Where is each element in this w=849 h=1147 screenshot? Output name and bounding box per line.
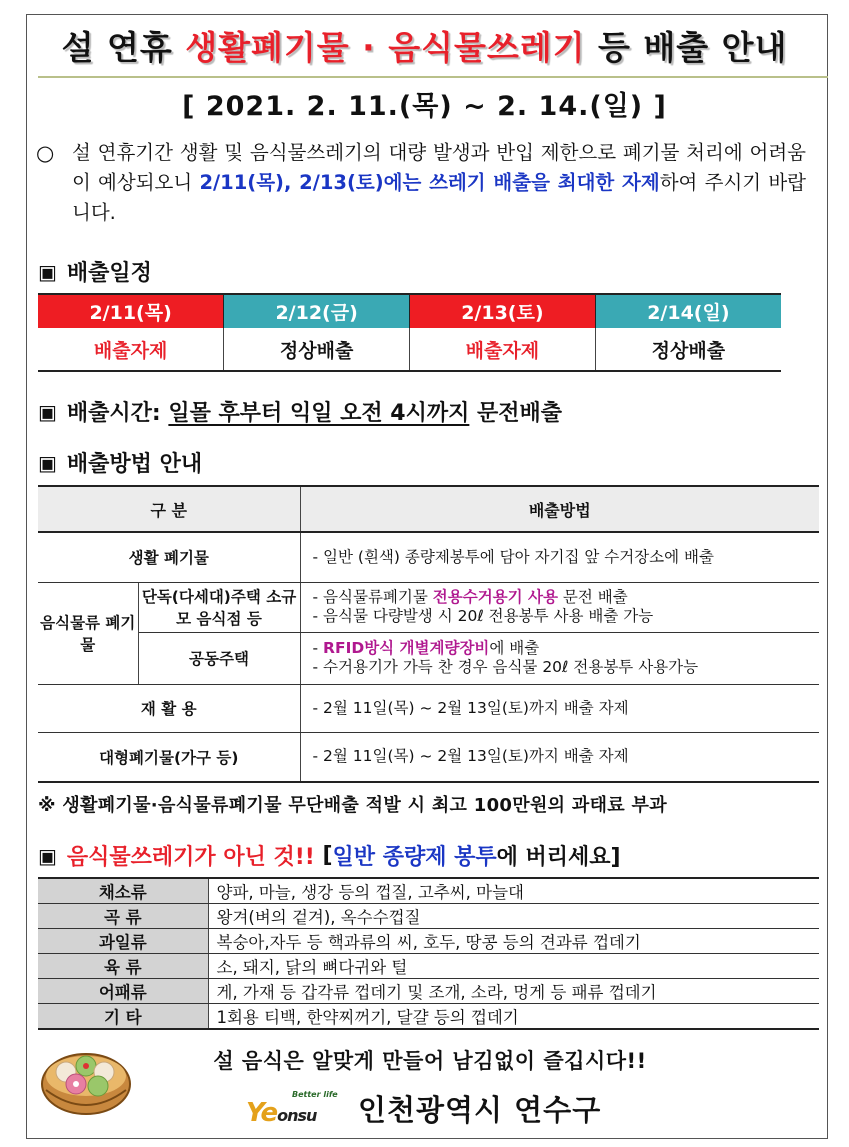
square-bullet-icon: ▣ (38, 259, 57, 284)
schedule-table (38, 293, 781, 372)
table-row: 기 타 1회용 티백, 한약찌꺼기, 달걀 등의 껍데기 (38, 1004, 819, 1030)
section-nonfood-heading: ▣ 음식물쓰레기가 아닌 것!! [ 일반 종량제 봉투 에 버리세요] (38, 843, 621, 870)
square-bullet-icon: ▣ (38, 843, 57, 868)
row-food-label: 음식물류 폐기물 (38, 582, 138, 684)
table-row: 곡 류 왕겨(벼의 겉겨), 옥수수껍질 (38, 904, 819, 929)
nonfood-table (38, 877, 819, 1030)
row-food-house-label: 단독(다세대)주택 소규모 음식점 등 (138, 582, 300, 632)
footer-slogan: 설 음식은 알맞게 만들어 남김없이 즐깁시다!! (213, 1049, 647, 1073)
row-food-house-desc: - 음식물류폐기물 전용수거용기 사용 문전 배출 - 음식물 다량발생 시 20ℓ 전용봉투 사용 배출 가능 (300, 582, 819, 632)
section-method-heading: ▣ 배출방법 안내 (38, 450, 203, 477)
organization-name: 인천광역시 연수구 (358, 1093, 602, 1127)
square-bullet-icon: ▣ (38, 450, 57, 475)
schedule-day: 2/12(금) (224, 294, 410, 328)
row-general-label: 생활 폐기물 (38, 532, 300, 582)
row-bulky-label: 대형폐기물(가구 등) (38, 732, 300, 782)
method-table (38, 485, 819, 783)
square-bullet-icon: ▣ (38, 399, 57, 424)
method-header-method: 배출방법 (300, 486, 819, 532)
schedule-status: 정상배출 (595, 328, 781, 371)
date-range: [ 2021. 2. 11.(목) ~ 2. 14.(일) ] (182, 91, 667, 122)
page-title: 설 연휴 생활폐기물 · 음식물쓰레기 등 배출 안내 (61, 28, 788, 67)
circle-bullet-icon: ○ (36, 141, 55, 165)
section-schedule-heading: ▣ 배출일정 (38, 259, 152, 286)
schedule-status: 배출자제 (38, 328, 224, 371)
row-recycle-label: 재 활 용 (38, 684, 300, 732)
row-food-apt-desc: - RFID방식 개별계량장비에 배출 - 수거용기가 가득 찬 경우 음식물 20ℓ 전용봉투 사용가능 (300, 632, 819, 684)
row-bulky-desc: - 2월 11일(목) ~ 2월 13일(토)까지 배출 자제 (300, 732, 819, 782)
section-time-heading: ▣ 배출시간: 일몰 후부터 익일 오전 4시까지 문전배출 (38, 396, 562, 427)
method-header-category: 구 분 (38, 486, 300, 532)
dumpling-bowl-icon (40, 1040, 132, 1120)
schedule-day: 2/11(목) (38, 294, 224, 328)
intro-notice (36, 138, 806, 228)
table-row: 육 류 소, 돼지, 닭의 뼈다귀와 털 (38, 954, 819, 979)
title-divider (38, 76, 828, 78)
row-food-apt-label: 공동주택 (138, 632, 300, 684)
table-row: 과일류 복숭아,자두 등 핵과류의 씨, 호두, 땅콩 등의 견과류 껍데기 (38, 929, 819, 954)
schedule-day: 2/13(토) (410, 294, 596, 328)
schedule-day: 2/14(일) (595, 294, 781, 328)
yeonsu-logo: Better life Yeonsu (246, 1090, 338, 1128)
row-recycle-desc: - 2월 11일(목) ~ 2월 13일(토)까지 배출 자제 (300, 684, 819, 732)
intro-text: 설 연휴기간 생활 및 음식물쓰레기의 대량 발생과 반입 제한으로 폐기물 처리에 어려움이 예상되오니 2/11(목), 2/13(토)에는 쓰레기 배출을 최대한 자제하여 주시기 바랍니다. (72, 141, 806, 224)
table-row: 채소류 양파, 마늘, 생강 등의 껍질, 고추씨, 마늘대 (38, 878, 819, 904)
table-row: 어패류 게, 가재 등 갑각류 껍데기 및 조개, 소라, 멍게 등 패류 껍데기 (38, 979, 819, 1004)
discharge-time: 일몰 후부터 익일 오전 4시까지 (168, 401, 470, 426)
row-general-desc: - 일반 (흰색) 종량제봉투에 담아 자기집 앞 수거장소에 배출 (300, 532, 819, 582)
fine-notice: ※ 생활폐기물·음식물류폐기물 무단배출 적발 시 최고 100만원의 과태료 부과 (38, 795, 667, 816)
schedule-status: 정상배출 (224, 328, 410, 371)
schedule-status: 배출자제 (410, 328, 596, 371)
